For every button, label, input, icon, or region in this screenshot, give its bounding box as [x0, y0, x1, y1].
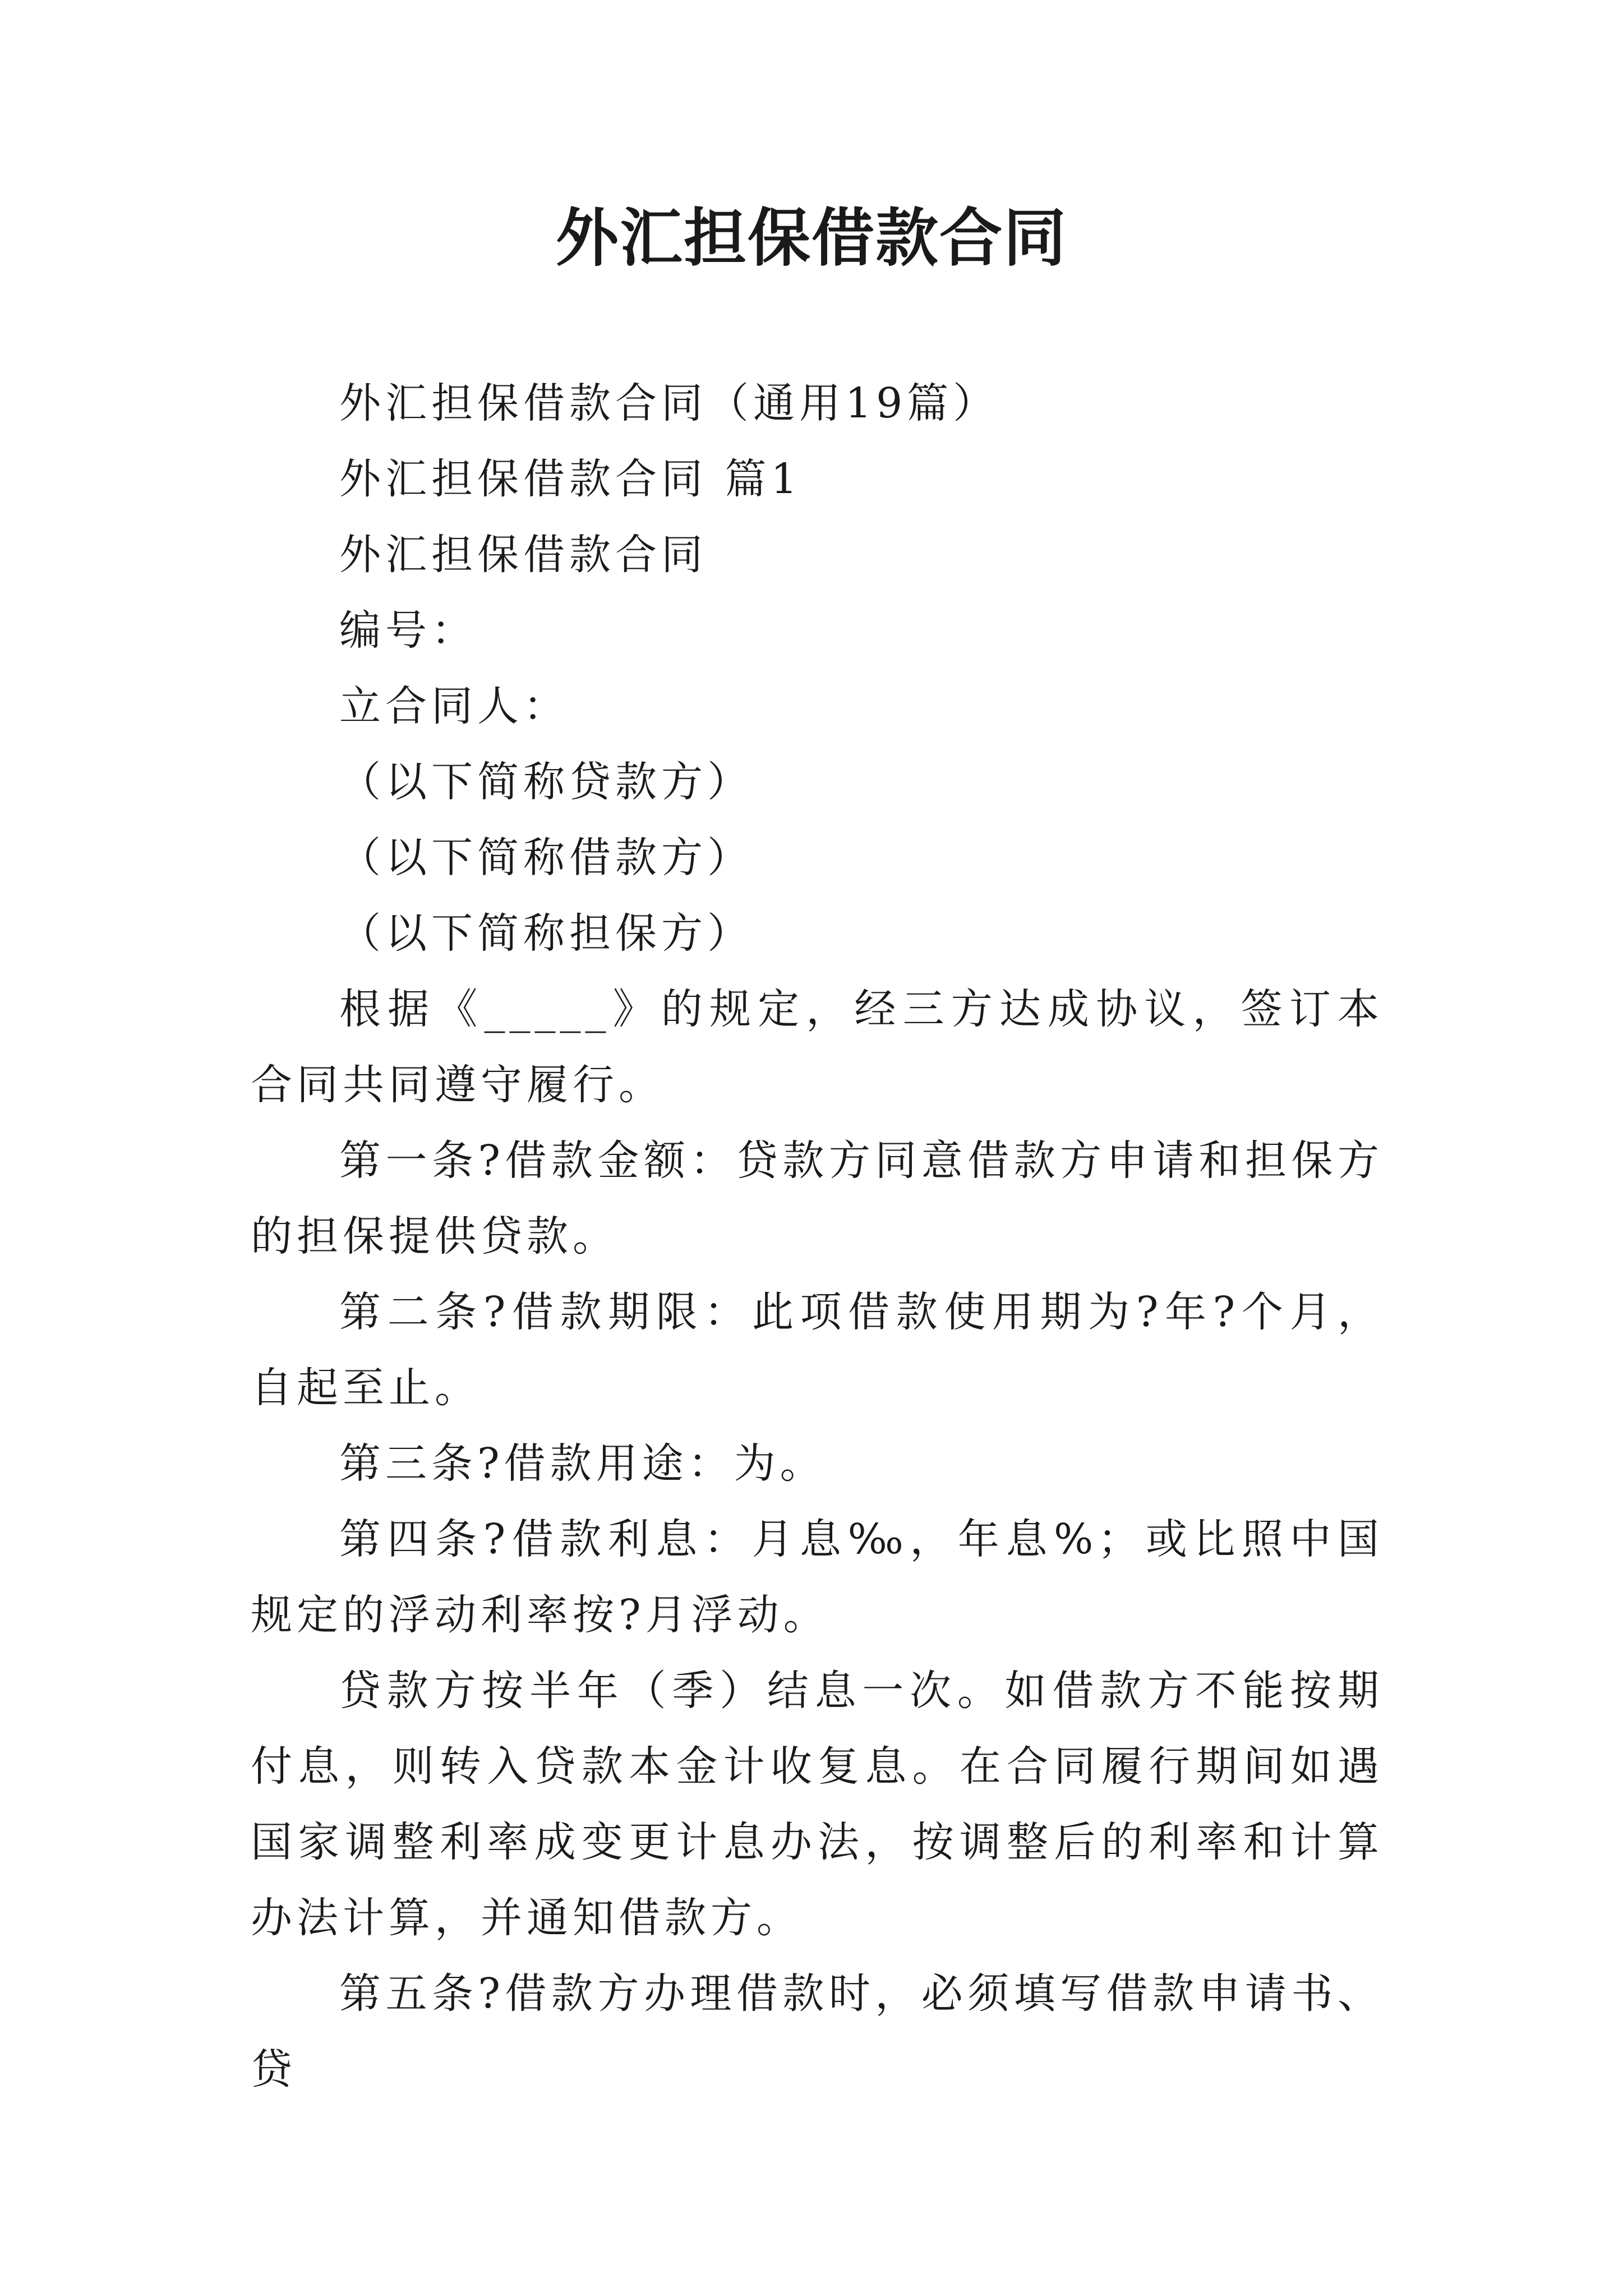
- paragraph-article-4: 第四条?借款利息：月息‰，年息%；或比照中国规定的浮动利率按?月浮动。: [251, 1515, 1384, 1639]
- paragraph-subtitle: 外汇担保借款合同（通用19篇）: [339, 379, 999, 427]
- paragraph-contract-number: 编号：: [339, 606, 477, 655]
- paragraph-borrower: （以下简称借款方）: [339, 834, 753, 882]
- paragraph-article-1: 第一条?借款金额：贷款方同意借款方申请和担保方的担保提供贷款。: [251, 1137, 1384, 1260]
- paragraph-section-heading: 外汇担保借款合同 篇1: [339, 455, 802, 503]
- paragraph-interest-settlement: 贷款方按半年（季）结息一次。如借款方不能按期付息，则转入贷款本金计收复息。在合同履行期间如遇国家调整利率成变更计息办法，按调整后的利率和计算办法计算，并通知借款方。: [251, 1667, 1384, 1942]
- document-title: 外汇担保借款合同: [556, 201, 1067, 275]
- paragraph-basis: 根据《_____》的规定，经三方达成协议，签订本合同共同遵守履行。: [251, 985, 1384, 1109]
- document-body: [251, 366, 1384, 2108]
- paragraph-guarantor: （以下简称担保方）: [339, 909, 753, 958]
- paragraph-parties: 立合同人：: [339, 682, 569, 730]
- paragraph-lender: （以下简称贷款方）: [339, 758, 753, 806]
- paragraph-article-3: 第三条?借款用途：为。: [339, 1439, 826, 1488]
- paragraph-article-2: 第二条?借款期限：此项借款使用期为?年?个月，自起至止。: [251, 1288, 1384, 1412]
- paragraph-article-5: 第五条?借款方办理借款时，必须填写借款申请书、贷: [251, 1970, 1384, 2093]
- paragraph-contract-name: 外汇担保借款合同: [339, 531, 707, 579]
